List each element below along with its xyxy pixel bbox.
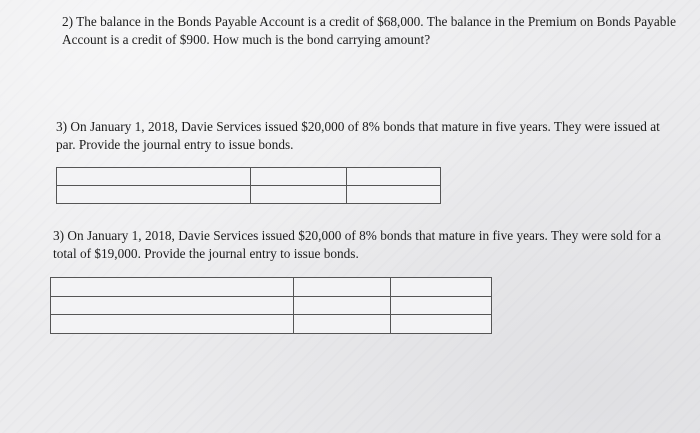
credit-cell[interactable] bbox=[346, 186, 440, 204]
debit-cell[interactable] bbox=[293, 315, 390, 334]
table-row bbox=[57, 168, 441, 186]
table-row bbox=[51, 315, 492, 334]
credit-cell[interactable] bbox=[390, 296, 491, 315]
question-3-sold-at-discount-text: 3) On January 1, 2018, Davie Services issued $20,000 of 8% bonds that mature in five years. They were sold for a total of $19,000. Provide the journal entry to issue bonds. bbox=[53, 228, 661, 261]
account-cell[interactable] bbox=[57, 168, 251, 186]
journal-entry-table-par bbox=[56, 167, 441, 204]
account-cell[interactable] bbox=[57, 186, 251, 204]
question-2-text: 2) The balance in the Bonds Payable Account is a credit of $68,000. The balance in the Premium on Bonds Payable Account is a credit of $900. How much is the bond carrying amount? bbox=[62, 14, 676, 47]
credit-cell[interactable] bbox=[390, 278, 491, 297]
table-row bbox=[51, 296, 492, 315]
credit-cell[interactable] bbox=[390, 315, 491, 334]
debit-cell[interactable] bbox=[293, 296, 390, 315]
account-cell[interactable] bbox=[51, 278, 294, 297]
credit-cell[interactable] bbox=[346, 168, 440, 186]
question-3-issued-at-par-text: 3) On January 1, 2018, Davie Services issued $20,000 of 8% bonds that mature in five years. They were issued at par. Provide the journal entry to issue bonds. bbox=[56, 119, 660, 152]
journal-entry-table-discount bbox=[50, 277, 492, 334]
table-row bbox=[51, 278, 492, 297]
debit-cell[interactable] bbox=[250, 168, 346, 186]
debit-cell[interactable] bbox=[250, 186, 346, 204]
debit-cell[interactable] bbox=[293, 278, 390, 297]
account-cell[interactable] bbox=[51, 296, 294, 315]
account-cell[interactable] bbox=[51, 315, 294, 334]
table-row bbox=[57, 186, 441, 204]
